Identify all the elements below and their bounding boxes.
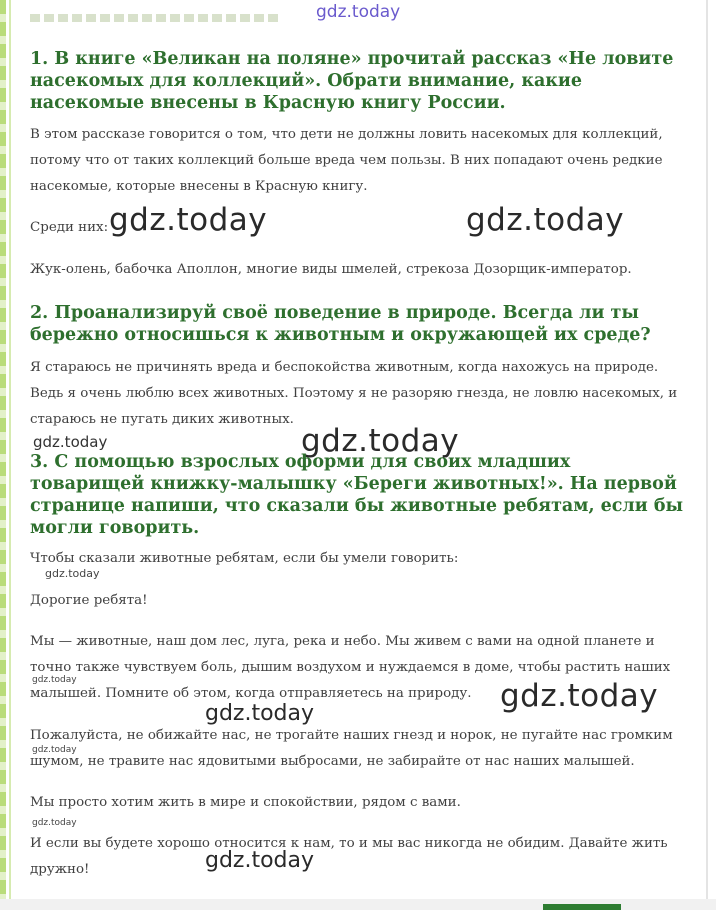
letter-paragraph-2: Пожалуйста, не обижайте нас, не трогайте наших гнезд и норок, не пугайте нас громким шумом, не травите нас ядовитыми выбросами, не забирайте от нас наших малышей. xyxy=(30,728,673,769)
left-decor-stripe xyxy=(0,0,6,900)
watermark: gdz.today xyxy=(109,202,268,238)
question-1-among-them: Среди них: xyxy=(30,220,109,235)
letter-greeting: Дорогие ребята! xyxy=(30,593,148,608)
watermark: gdz.today xyxy=(45,567,100,580)
cropped-text-fragment xyxy=(30,14,280,22)
watermark: gdz.today xyxy=(205,848,315,873)
question-1-title: 1. В книге «Великан на поляне» прочитай рассказ «Не ловите насекомых для коллекций». Обрати внимание, какие насекомые внесены в Красную книгу России. xyxy=(30,49,674,113)
watermark: gdz.today xyxy=(301,423,460,459)
watermark: gdz.today xyxy=(32,745,77,755)
letter-paragraph-4: И если вы будете хорошо относится к нам, то и мы вас никогда не обидим. Давайте жить дружно! xyxy=(30,836,668,877)
letter-paragraph-3: Мы просто хотим жить в мире и спокойствии, рядом с вами. xyxy=(30,795,461,810)
watermark: gdz.today xyxy=(32,675,77,685)
watermark-top: gdz.today xyxy=(316,2,401,22)
question-2-title: 2. Проанализируй своё поведение в природе. Всегда ли ты бережно относишься к животным и окружающей их среде? xyxy=(30,303,651,345)
watermark: gdz.today xyxy=(500,678,659,714)
watermark: gdz.today xyxy=(205,701,315,726)
watermark: gdz.today xyxy=(466,202,625,238)
left-decor-line xyxy=(9,0,11,900)
question-1-answer-paragraph: В этом рассказе говорится о том, что дети не должны ловить насекомых для коллекций, потому что от таких коллекций больше вреда чем пользы. В них попадают очень редкие насекомые, которые внесены в Красную книгу. xyxy=(30,127,663,194)
watermark: gdz.today xyxy=(33,433,108,451)
question-2-answer-paragraph: Я стараюсь не причинять вреда и беспокойства животным, когда нахожусь на природе. Ведь я очень люблю всех животных. Поэтому я не разоряю гнезда, не ловлю насекомых, и стараюсь не пугать диких животных. xyxy=(30,360,678,427)
bottom-button[interactable] xyxy=(543,904,621,910)
question-1-insect-list: Жук-олень, бабочка Аполлон, многие виды шмелей, стрекоза Дозорщик-император. xyxy=(30,262,632,277)
right-border xyxy=(706,0,708,900)
watermark: gdz.today xyxy=(32,818,77,828)
letter-paragraph-1: Мы — животные, наш дом лес, луга, река и небо. Мы живем с вами на одной планете и точно также чувствуем боль, дышим воздухом и нуждаемся в доме, чтобы растить наших малышей. Помните об этом, когда отправляетесь на природу. xyxy=(30,634,671,701)
question-3-intro: Чтобы сказали животные ребятам, если бы умели говорить: xyxy=(30,551,459,566)
question-3-title: 3. С помощью взрослых оформи для своих младших товарищей книжку-малышку «Береги животных!». На первой странице напиши, что сказали бы животные ребятам, если бы могли говорить. xyxy=(30,452,684,538)
